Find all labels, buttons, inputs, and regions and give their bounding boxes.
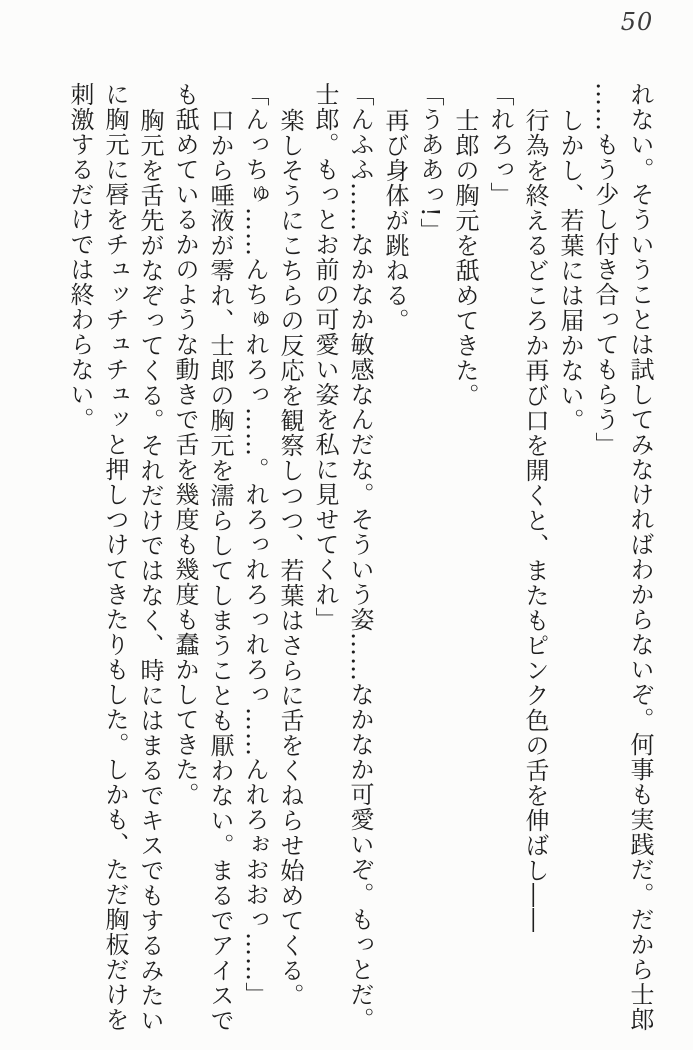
page-number: 50 <box>620 8 654 36</box>
text-column: 「んっちゅ……んちゅれろっ……。れろっれろっれろっ……んれろぉおおっ……」 <box>241 82 269 1007</box>
text-column: しかし、若葉には届かない。 <box>556 108 584 433</box>
text-column: 士郎。もっとお前の可愛い姿を私に見せてくれ」 <box>311 82 339 632</box>
text-column: 再び身体が跳ねる。 <box>381 108 409 333</box>
text-column: も舐めているかのような動きで舌を幾度も幾度も蠢かしてきた。 <box>171 82 199 807</box>
text-column: に胸元に唇をチュッチュチュッと押しつけてきたりもした。しかも、ただ胸板だけを <box>101 82 129 1032</box>
text-block <box>62 82 657 1034</box>
text-column: 胸元を舌先がなぞってくる。それだけではなく、時にはまるでキスでもするみたい <box>136 108 164 1033</box>
text-column: 刺激するだけでは終わらない。 <box>66 82 94 432</box>
text-column: 行為を終えるどころか再び口を開くと、またもピンク色の舌を伸ばし―― <box>521 108 549 933</box>
text-column: 「うああっ!」 <box>416 82 444 243</box>
text-column: れない。そういうことは試してみなければわからないぞ。何事も実践だ。だから士郎 <box>626 82 654 1032</box>
text-column: 「れろっ」 <box>486 82 514 207</box>
text-column: 「んふふ……なかなか敏感なんだな。そういう姿……なかなか可愛いぞ。もっとだ。 <box>346 82 374 1032</box>
text-column: 士郎の胸元を舐めてきた。 <box>451 108 479 408</box>
text-column: 楽しそうにこちらの反応を観察しつつ、若葉はさらに舌をくねらせ始めてくる。 <box>276 108 304 1008</box>
text-column: ……もう少し付き合ってもらう」 <box>591 82 619 457</box>
text-column: 口から唾液が零れ、士郎の胸元を濡らしてしまうことも厭わない。まるでアイスで <box>206 108 234 1033</box>
